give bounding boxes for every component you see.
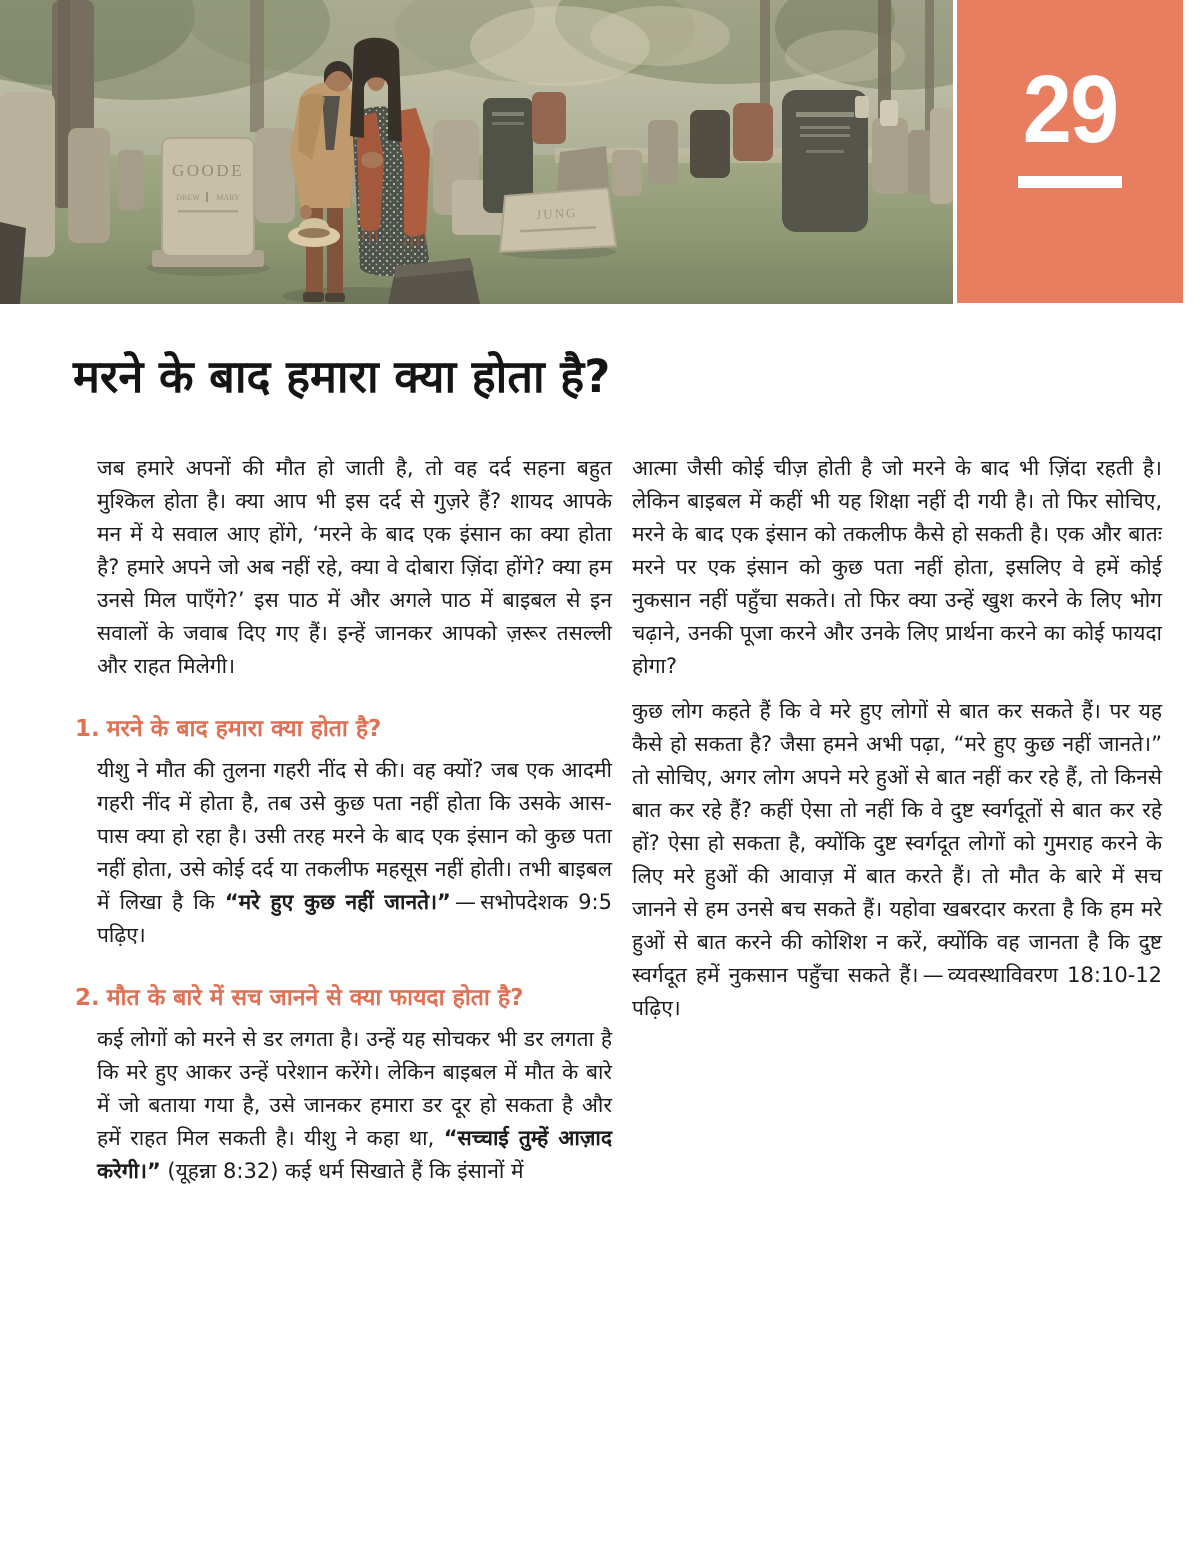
continuation-paragraph: आत्मा जैसी कोई चीज़ होती है जो मरने के बाद भी ज़िंदा रहती है। लेकिन बाइबल में कहीं भी यह शिक्षा नहीं दी गयी है। तो फिर सोचिए, मरने के बाद एक इंसान को तकलीफ कैसे हो सकती है। एक और बातः मरने पर एक इंसान को कुछ पता नहीं होता, इसलिए वे हमें कोई नुकसान नहीं पहुँचा सकते। तो फिर क्या उन्हें खुश करने के लिए भोग चढ़ाने, उनकी पूजा करने और उनके लिए प्रार्थना करने का कोई फायदा होगा?: [632, 456, 1162, 678]
column-right: [632, 452, 1162, 1188]
paragraph: कुछ लोग कहते हैं कि वे मरे हुए लोगों से बात कर सकते हैं। पर यह कैसे हो सकता है? जैसा हमने अभी पढ़ा, “मरे हुए कुछ नहीं जानते।” तो सोचिए, अगर लोग अपने मरे हुओं से बात नहीं कर रहे हैं, तो किनसे बात कर रहे हैं? कहीं ऐसा तो नहीं कि वे दुष्ट स्वर्गदूतों से बात कर रहे हों? ऐसा हो सकता है, क्योंकि दुष्ट स्वर्गदूत लोगों को गुमराह करने के लिए मरे हुओं की आवाज़ में बात करते हैं। तो मौत के बारे में सच जानने से हम उनसे बच सकते हैं। यहोवा खबरदार करता है कि हम मरे हुओं से बात करने की कोशिश न करें, क्योंकि वह जानता है कि दुष्ट स्वर्गदूत हमें नुकसान पहुँचा सकते हैं। — व्यवस्थाविवरण 18:10-12 पढ़िए।: [632, 699, 1162, 1020]
section-1: [75, 712, 612, 952]
gravestone-text: GOODE: [172, 161, 244, 180]
section-2-paragraph: कई लोगों को मरने से डर लगता है। उन्हें यह सोचकर भी डर लगता है कि मरे हुए आकर उन्हें परेशान करेंगे। लेकिन बाइबल में मौत के बारे में जो बताया गया है, उसे जानकर हमारा डर दूर हो सकता है और हमें राहत मिल सकती है। यीशु ने कहा था, “सच्चाई तुम्हें आज़ाद करेगी।” (यूहन्ना 8:32) कई धर्म सिखाते हैं कि इंसानों में: [97, 1027, 612, 1183]
section-1-paragraph: यीशु ने मौत की तुलना गहरी नींद से की। वह क्यों? जब एक आदमी गहरी नींद में होता है, तब उसे कुछ पता नहीं होता कि उसके आस-पास क्या हो रहा है। उसी तरह मरने के बाद एक इंसान को कुछ पता नहीं होता, उसे कोई दर्द या तकलीफ महसूस नहीं होती। तभी बाइबल में लिखा है कि “मरे हुए कुछ नहीं जानते।” — सभोपदेशक 9:5 पढ़िए।: [97, 758, 612, 947]
cemetery-scene: [0, 0, 953, 304]
section-2: [75, 981, 612, 1188]
column-left: [75, 452, 612, 1188]
intro-paragraph: जब हमारे अपनों की मौत हो जाती है, तो वह दर्द सहना बहुत मुश्किल होता है। क्या आप भी इस दर्द से गुज़रे हैं? शायद आपके मन में ये सवाल आए होंगे, ‘मरने के बाद एक इंसान का क्या होता है? हमारे अपने जो अब नहीं रहे, क्या वे दोबारा ज़िंदा होंगे? क्या हम उनसे मिल पाएँगे?’ इस पाठ में और अगले पाठ में बाइबल से इन सवालों के जवाब दिए गए हैं। इन्हें जानकर आपको ज़रूर तसल्ली और राहत मिलेगी।: [97, 456, 612, 678]
section-2-heading: [75, 981, 612, 1016]
section-1-number: 1.: [75, 716, 100, 742]
gravestone-text: JUNG: [535, 204, 578, 223]
gravestone-text: MARY: [216, 193, 240, 202]
lesson-number: 29: [1022, 56, 1118, 163]
section-2-heading-text: मौत के बारे में सच जानने से क्या फायदा होता है?: [106, 985, 524, 1011]
article-body: [75, 452, 1162, 1188]
haze-overlay: [0, 0, 953, 304]
lesson-number-badge: [957, 0, 1183, 303]
section-1-heading: [75, 712, 612, 747]
gravestone-text: DREW: [176, 193, 200, 202]
section-1-heading-text: मरने के बाद हमारा क्या होता है?: [106, 716, 382, 742]
article-title: मरने के बाद हमारा क्या होता है?: [73, 350, 611, 403]
hero-photo: [0, 0, 953, 304]
section-2-number: 2.: [75, 985, 100, 1011]
lesson-underline: [1018, 176, 1122, 188]
